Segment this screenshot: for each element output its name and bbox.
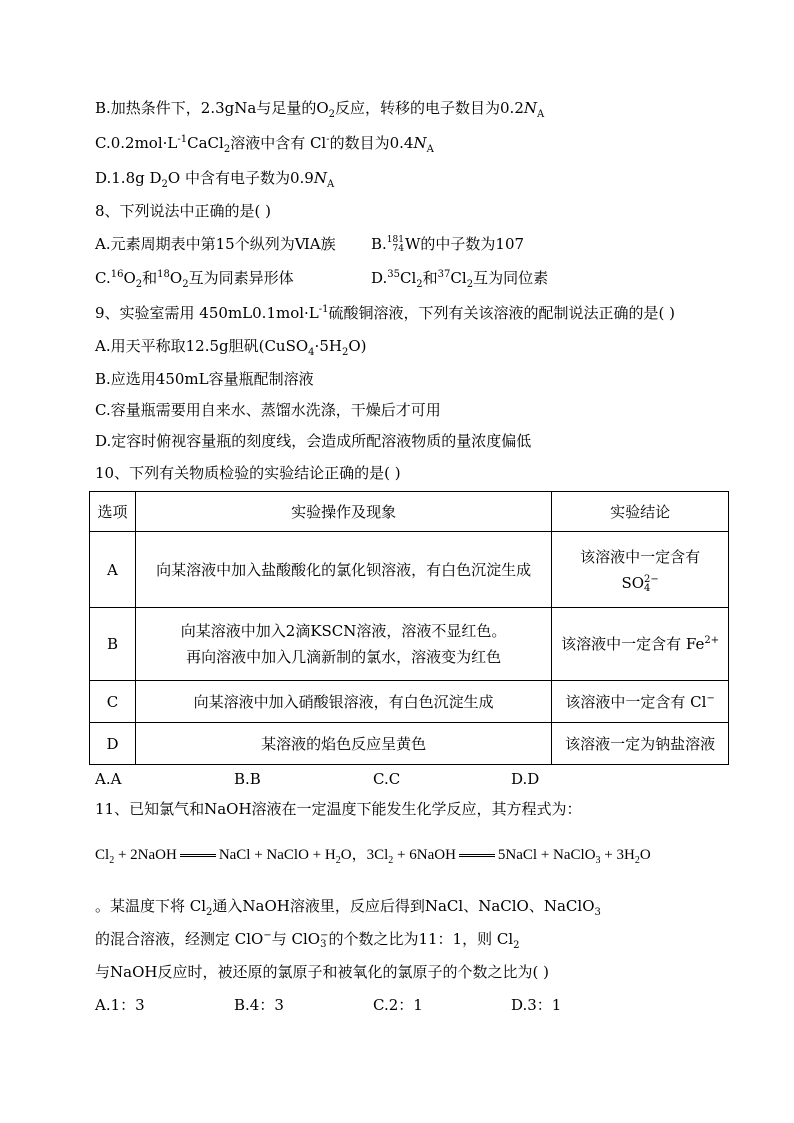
table-row bbox=[90, 532, 729, 608]
q8-option-d: $D.^{35}Cl_2$和$^{37}Cl_2$互为同位素 bbox=[371, 269, 549, 290]
q9-option-a: A.用天平称取12.5g胆矾$(CuSO_4\cdot 5H_2O)$ bbox=[95, 337, 367, 358]
table-row bbox=[90, 608, 729, 681]
row-operation: 向某溶液中加入硝酸银溶液，有白色沉淀生成 bbox=[135, 681, 551, 723]
table-row bbox=[90, 723, 729, 765]
row-operation: 向某溶液中加入2滴KSCN溶液，溶液不显红色。 再向溶液中加入几滴新制的氯水，溶液变为红色 bbox=[135, 608, 551, 681]
header-option: 选项 bbox=[90, 492, 136, 532]
q11-line-4: 与NaOH反应时，被还原的氯原子和被氧化的氯原子的个数之比为( ) bbox=[95, 963, 549, 981]
q10-answer-b: B.B bbox=[234, 770, 261, 788]
row-conclusion: 该溶液中一定含有 SO 2− 4 bbox=[552, 532, 729, 608]
q7-option-d: D.1.8g $D_2O$ 中含有电子数为$0.9N_A$ bbox=[95, 169, 335, 190]
row-conclusion: 该溶液中一定含有 $Fe^{2+}$ bbox=[552, 608, 729, 681]
q11-equations: $Cl_2$ + 2NaOH NaCl + NaClO + $H_2O$，$3Cl_2$ + 6NaOH 5NaCl + NaClO$_3$ + $3H_2O$ bbox=[95, 847, 651, 866]
row-operation: 某溶液的焰色反应呈黄色 bbox=[135, 723, 551, 765]
q10-table bbox=[89, 491, 729, 765]
q9-stem: 9、实验室需用 $450mL0.1mol\cdot L^{-1}$硫酸铜溶液，下列有关该溶液的配制说法正确的是( ) bbox=[95, 304, 675, 322]
row-option: A bbox=[90, 532, 136, 608]
equation-2: $3Cl_2$ + 6NaOH 5NaCl + NaClO$_3$ + $3H_2O$ bbox=[366, 847, 651, 866]
row-option: B bbox=[90, 608, 136, 681]
q10-answer-d: D.D bbox=[511, 770, 540, 788]
q7-option-c: $C.0.2mol\cdot L^{-1}CaCl_2$溶液中含有 Cl-的数目为$0.4N_A$ bbox=[95, 134, 434, 155]
row-option: D bbox=[90, 723, 136, 765]
row-operation: 向某溶液中加入盐酸酸化的氯化钡溶液，有白色沉淀生成 bbox=[135, 532, 551, 608]
q8-stem: 8、下列说法中正确的是( ) bbox=[95, 202, 272, 220]
q11-answer-b: B.4：3 bbox=[234, 996, 284, 1014]
row-conclusion: 该溶液中一定含有 Cl− bbox=[552, 681, 729, 723]
q11-answer-options bbox=[95, 994, 615, 1014]
header-operation: 实验操作及现象 bbox=[135, 492, 551, 532]
q11-line-3: 的混合溶液，经测定 ClO−与 ClO − 3 的个数之比为11：1，则 $Cl_2$ bbox=[95, 930, 520, 951]
q9-option-b: B.应选用450mL容量瓶配制溶液 bbox=[95, 370, 314, 388]
q10-answer-a: A.A bbox=[95, 770, 122, 788]
table-header-row bbox=[90, 492, 729, 532]
q8-option-b: B. 181 74 W的中子数为107 bbox=[371, 235, 525, 254]
header-conclusion: 实验结论 bbox=[552, 492, 729, 532]
q8-option-a: A.元素周期表中第15个纵列为ⅥA族 bbox=[95, 235, 336, 253]
row-option: C bbox=[90, 681, 136, 723]
q11-answer-a: A.1：3 bbox=[95, 996, 145, 1014]
q9-option-d: D.定容时俯视容量瓶的刻度线，会造成所配溶液物质的量浓度偏低 bbox=[95, 432, 532, 450]
equation-1: $Cl_2$ + 2NaOH NaCl + NaClO + $H_2O$ bbox=[95, 847, 352, 866]
q10-answer-options bbox=[95, 770, 615, 790]
q11-answer-c: C.2：1 bbox=[373, 996, 423, 1014]
row-conclusion: 该溶液一定为钠盐溶液 bbox=[552, 723, 729, 765]
q10-answer-c: C.C bbox=[373, 770, 401, 788]
q7-option-b: B.加热条件下，2.3gNa与足量的$O_2$反应，转移的电子数目为$0.2N_A$ bbox=[95, 99, 545, 120]
table-row bbox=[90, 681, 729, 723]
q10-stem: 10、下列有关物质检验的实验结论正确的是( ) bbox=[95, 464, 401, 482]
q9-option-c: C.容量瓶需要用自来水、蒸馏水洗涤，干燥后才可用 bbox=[95, 401, 441, 419]
q8-option-c: $C.^{16}O_2$和$^{18}O_2$互为同素异形体 bbox=[95, 269, 294, 290]
q11-line-2: 。某温度下将 $Cl_2$通入NaOH溶液里，反应后得到NaCl、NaClO、NaClO$_3$ bbox=[95, 897, 601, 918]
q11-stem: 11、已知氯气和NaOH溶液在一定温度下能发生化学反应，其方程式为： bbox=[95, 800, 582, 818]
q11-answer-d: D.3：1 bbox=[511, 996, 562, 1014]
